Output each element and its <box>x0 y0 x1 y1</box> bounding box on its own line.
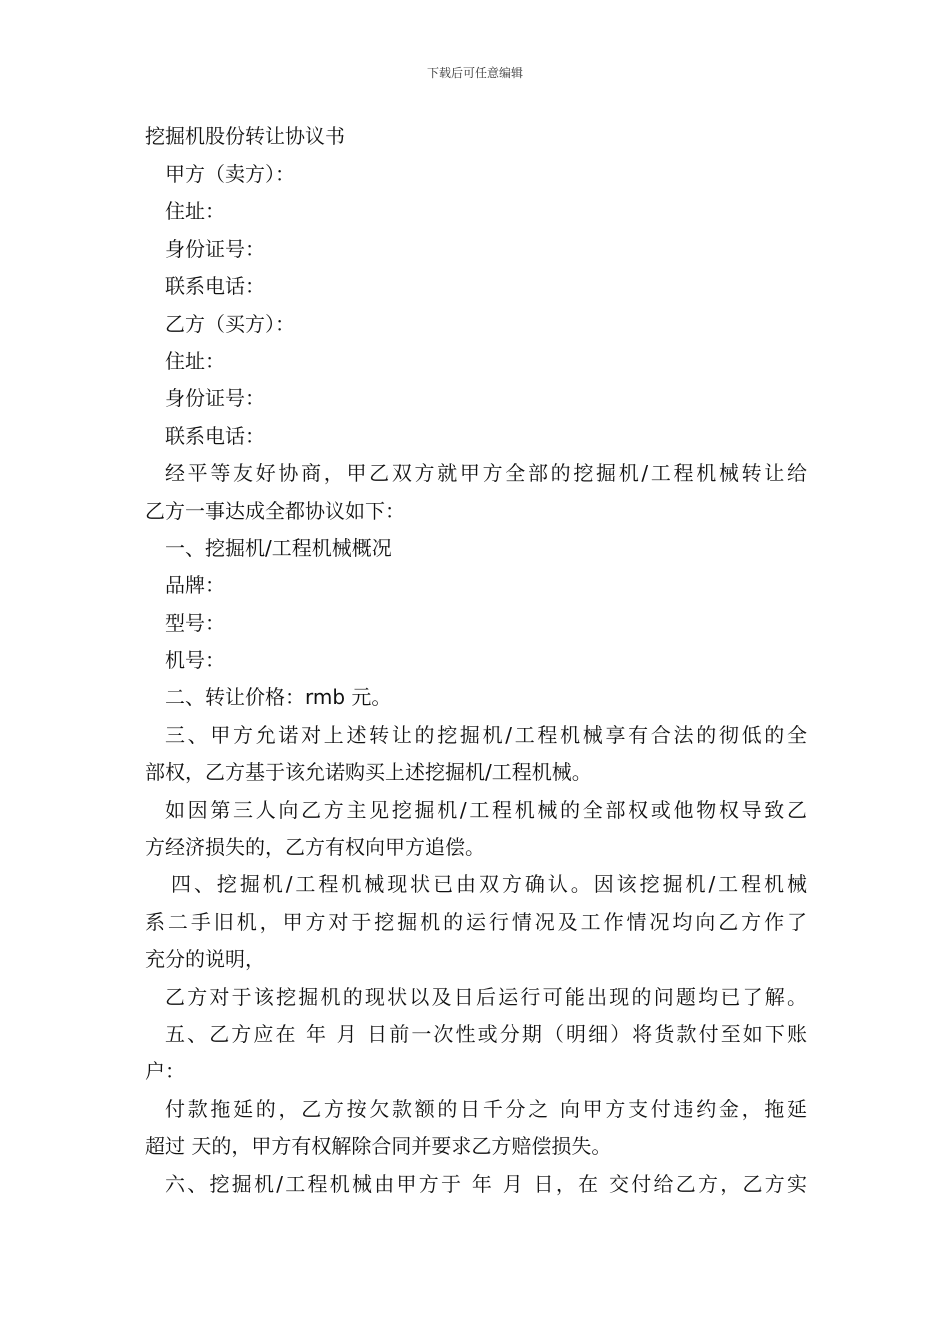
section-4b-line-1: 乙方对于该挖掘机的现状以及日后运行可能出现的问题均已了解。 <box>165 984 807 1009</box>
seller-id-number: 身份证号： <box>165 236 265 261</box>
section-1-heading: 一、挖掘机/工程机械概况 <box>165 535 392 560</box>
buyer-address: 住址： <box>165 348 225 373</box>
page-header-note: 下载后可任意编辑 <box>426 66 523 80</box>
buyer-label: 乙方（买方）： <box>165 311 295 336</box>
seller-address: 住址： <box>165 199 225 224</box>
section-3b-line-2: 方经济损失的，乙方有权向甲方追偿。 <box>145 835 485 860</box>
seller-label: 甲方（卖方）： <box>165 162 295 186</box>
section-3-line-2: 部权，乙方基于该允诺购买上述挖掘机/工程机械。 <box>145 760 592 785</box>
section-4-line-3: 充分的说明， <box>145 947 265 972</box>
buyer-id-number: 身份证号： <box>165 386 265 411</box>
serial-number-field: 机号： <box>165 648 225 673</box>
section-5b-line-1: 付款拖延的，乙方按欠款额的日千分之 向甲方支付违约金，拖延 <box>165 1096 807 1121</box>
preamble-line-2: 乙方一事达成全都协议如下： <box>145 498 405 523</box>
section-4-line-1: 四、挖掘机/工程机械现状已由双方确认。因该挖掘机/工程机械 <box>171 872 807 897</box>
section-5-line-1: 五、乙方应在 年 月 日前一次性或分期（明细）将货款付至如下账 <box>165 1021 807 1046</box>
section-3b-line-1: 如因第三人向乙方主见挖掘机/工程机械的全部权或他物权导致乙 <box>165 797 807 822</box>
section-6-line-1: 六、挖掘机/工程机械由甲方于 年 月 日，在 交付给乙方，乙方实 <box>165 1171 807 1196</box>
section-2-price: 二、转让价格：rmb 元。 <box>165 685 392 710</box>
seller-phone: 联系电话： <box>165 274 265 299</box>
model-field: 型号： <box>165 610 225 635</box>
section-5-line-2: 户： <box>145 1059 185 1084</box>
document-body <box>145 156 807 1203</box>
section-3-line-1: 三、甲方允诺对上述转让的挖掘机/工程机械享有合法的彻低的全 <box>165 722 807 747</box>
section-4-line-2: 系二手旧机，甲方对于挖掘机的运行情况及工作情况均向乙方作了 <box>145 909 807 934</box>
brand-field: 品牌： <box>165 573 225 598</box>
document-title: 挖掘机股份转让协议书 <box>145 124 345 148</box>
preamble-line-1: 经平等友好协商，甲乙双方就甲方全部的挖掘机/工程机械转让给 <box>165 461 807 486</box>
section-5b-line-2: 超过 天的，甲方有权解除合同并要求乙方赔偿损失。 <box>145 1134 612 1159</box>
buyer-phone: 联系电话： <box>165 423 265 448</box>
